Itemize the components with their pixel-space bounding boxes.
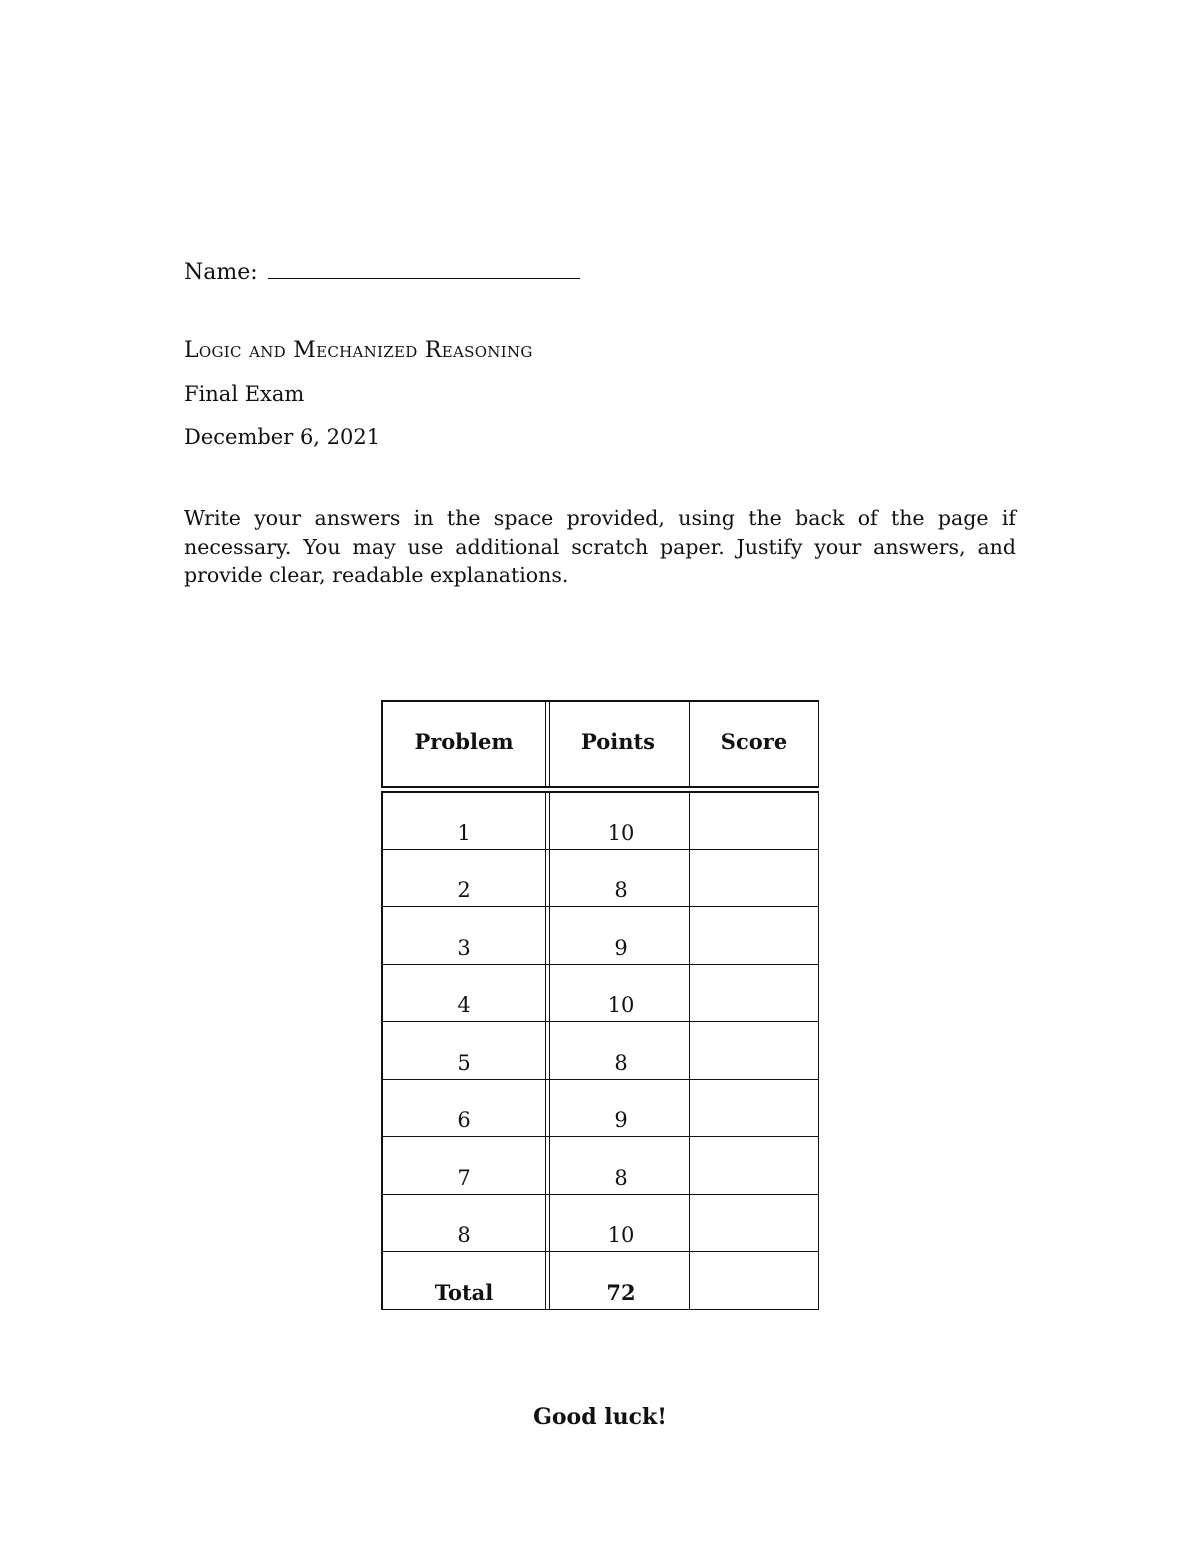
table-header-points: Points (580, 728, 655, 754)
score-cell[interactable] (689, 1194, 819, 1252)
points-value: 10 (607, 1223, 635, 1247)
score-cell[interactable] (689, 849, 819, 907)
problem-number: 6 (457, 1108, 471, 1132)
table-border-bottom (381, 1309, 819, 1311)
table-double-rule-right (549, 791, 550, 1310)
problem-number: 1 (457, 820, 471, 845)
problem-number: 2 (457, 878, 471, 902)
problem-number: 4 (457, 993, 471, 1017)
table-header-score: Score (720, 728, 788, 754)
problem-number: 8 (457, 1223, 471, 1247)
total-score-cell[interactable] (689, 1251, 819, 1309)
exam-date: December 6, 2021 (184, 425, 381, 449)
total-points: 72 (606, 1279, 636, 1305)
score-cell[interactable] (689, 791, 819, 849)
name-field-row (184, 258, 580, 285)
exam-title: Final Exam (184, 382, 305, 406)
points-value: 10 (607, 993, 635, 1017)
name-label: Name: (184, 260, 258, 285)
score-cell[interactable] (689, 964, 819, 1022)
name-blank-line[interactable] (268, 258, 580, 279)
score-cell[interactable] (689, 1079, 819, 1137)
score-cell[interactable] (689, 1021, 819, 1079)
score-cell[interactable] (689, 906, 819, 964)
course-title: Logic and Mechanized Reasoning (184, 338, 533, 363)
total-label: Total (434, 1279, 494, 1305)
table-header-bottom-border (381, 786, 819, 788)
points-value: 9 (614, 1108, 628, 1132)
table-header-problem: Problem (414, 728, 514, 754)
instructions-paragraph: Write your answers in the space provided, using the back of the page if necessary. You may use additional scratch paper. Justify your answers, and provide clear, readable explanations. (184, 506, 1016, 587)
points-value: 8 (614, 878, 628, 902)
points-value: 9 (614, 935, 628, 960)
score-cell[interactable] (689, 1136, 819, 1194)
problem-number: 3 (457, 935, 471, 960)
score-table (381, 700, 819, 1309)
points-value: 10 (607, 820, 635, 845)
problem-number: 5 (457, 1050, 471, 1075)
problem-number: 7 (457, 1165, 471, 1190)
points-value: 8 (614, 1050, 628, 1075)
points-value: 8 (614, 1165, 628, 1190)
closing-message: Good luck! (533, 1404, 667, 1430)
